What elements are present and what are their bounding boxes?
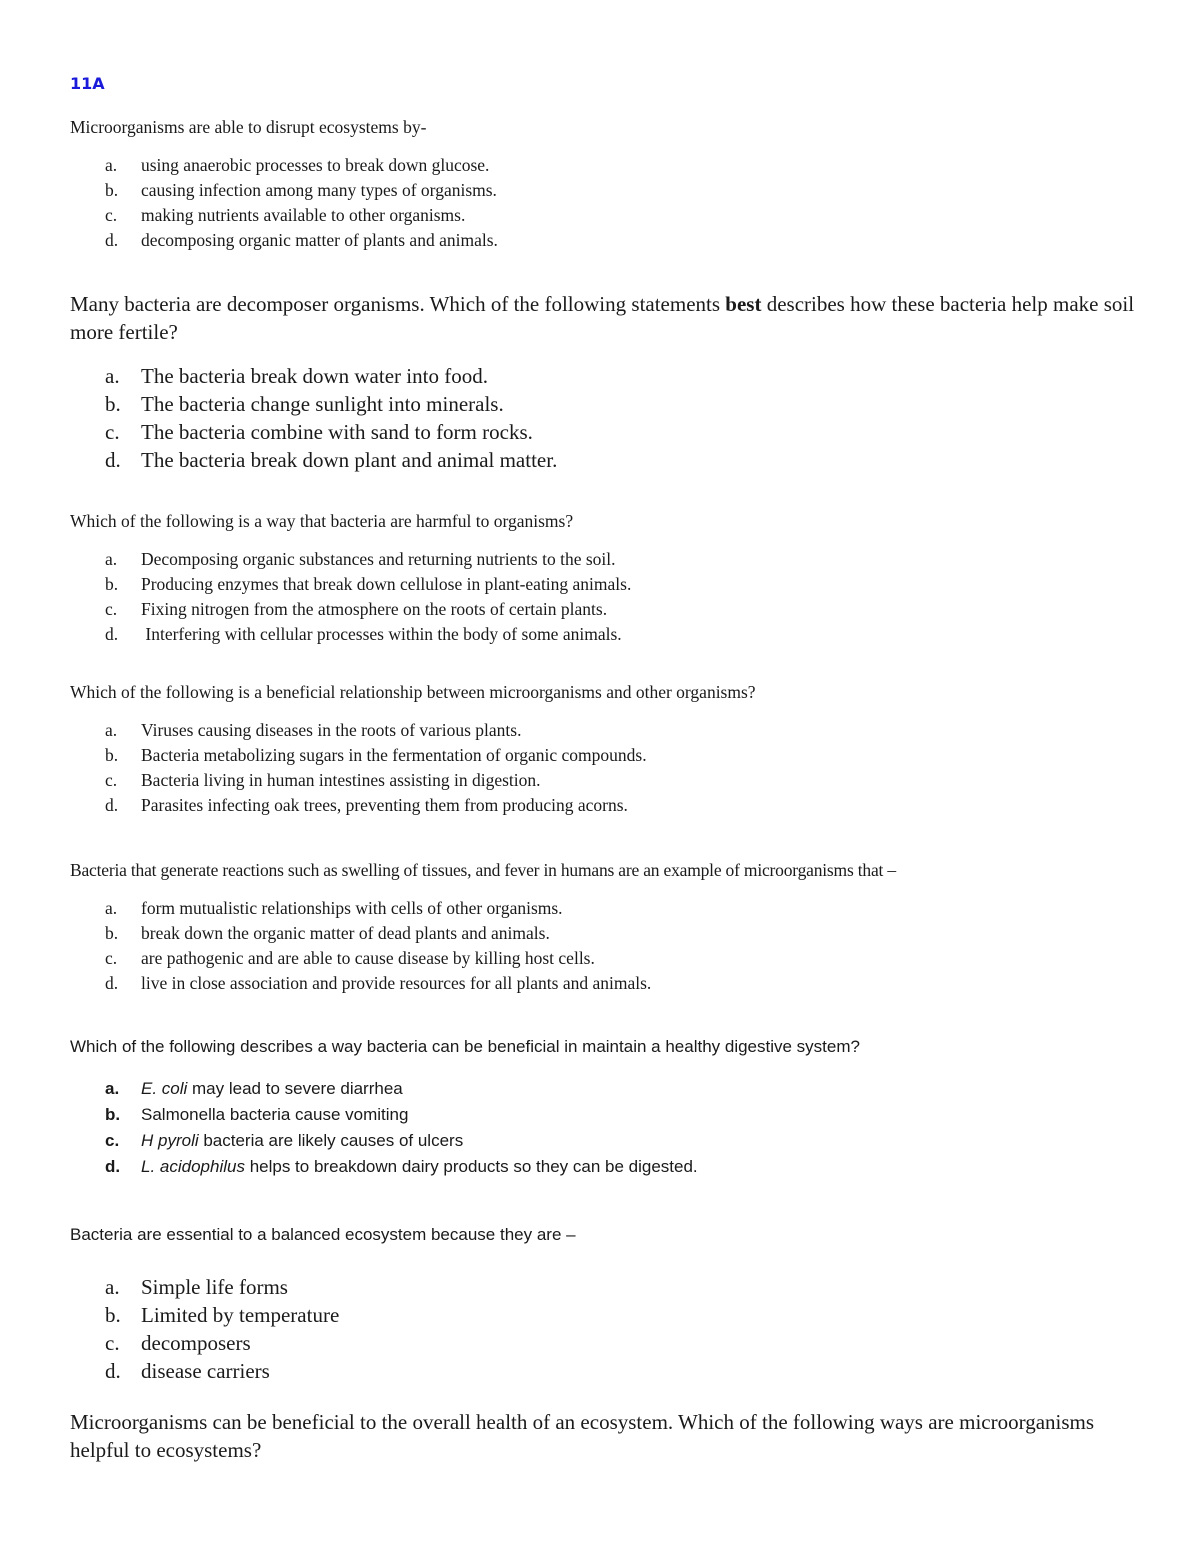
question-7 (70, 1222, 1140, 1248)
question-4-options (70, 718, 1140, 818)
option: b. Limited by temperature (105, 1303, 340, 1327)
option: a. The bacteria break down water into food. (105, 364, 488, 388)
option: d. Interfering with cellular processes within the body of some animals. (105, 624, 622, 644)
question-7-stem: Bacteria are essential to a balanced ecosystem because they are – (70, 1225, 576, 1244)
option: d. L. acidophilus helps to breakdown dairy products so they can be digested. (105, 1157, 698, 1176)
species-name: H pyroli (141, 1131, 199, 1150)
question-3 (70, 509, 1140, 647)
section-heading: 11A (70, 74, 105, 93)
question-8 (70, 1408, 1140, 1464)
option: a. form mutualistic relationships with cells of other organisms. (105, 898, 563, 918)
option: b. The bacteria change sunlight into minerals. (105, 392, 504, 416)
option: d. live in close association and provide resources for all plants and animals. (105, 973, 652, 993)
option: b. Salmonella bacteria cause vomiting (105, 1105, 409, 1124)
question-8-stem: Microorganisms can be beneficial to the overall health of an ecosystem. Which of the following ways are microorganisms helpful to ecosystems? (70, 1410, 1095, 1462)
species-name: L. acidophilus (141, 1157, 245, 1176)
option: d. decomposing organic matter of plants and animals. (105, 230, 498, 250)
question-5-stem: Bacteria that generate reactions such as swelling of tissues, and fever in humans are an example of microorganisms that – (70, 860, 896, 880)
option: c. The bacteria combine with sand to form rocks. (105, 420, 533, 444)
question-2 (70, 290, 1140, 474)
option: c. decomposers (105, 1331, 251, 1355)
option: d. disease carriers (105, 1359, 270, 1383)
option: a. Decomposing organic substances and returning nutrients to the soil. (105, 549, 616, 569)
question-6 (70, 1034, 1140, 1180)
option: c. Fixing nitrogen from the atmosphere on the roots of certain plants. (105, 599, 608, 619)
option: b. Producing enzymes that break down cellulose in plant-eating animals. (105, 574, 632, 594)
option: a. E. coli may lead to severe diarrhea (105, 1079, 403, 1098)
option: a. using anaerobic processes to break down glucose. (105, 155, 490, 175)
option: d. The bacteria break down plant and animal matter. (105, 448, 558, 472)
question-1-options (70, 153, 1140, 253)
option: d. Parasites infecting oak trees, preventing them from producing acorns. (105, 795, 628, 815)
emphasis-word: best (725, 292, 762, 316)
question-5-options (70, 896, 1140, 996)
option: c. are pathogenic and are able to cause disease by killing host cells. (105, 948, 595, 968)
option: b. Bacteria metabolizing sugars in the fermentation of organic compounds. (105, 745, 647, 765)
question-7-options-block (70, 1273, 1140, 1385)
question-2-options (70, 362, 1140, 474)
question-3-options (70, 547, 1140, 647)
question-6-stem: Which of the following describes a way bacteria can be beneficial in maintain a healthy digestive system? (70, 1037, 860, 1056)
question-1-stem: Microorganisms are able to disrupt ecosystems by- (70, 117, 427, 137)
option: a. Simple life forms (105, 1275, 288, 1299)
option: c. Bacteria living in human intestines assisting in digestion. (105, 770, 541, 790)
option: c. H pyroli bacteria are likely causes of ulcers (105, 1131, 464, 1150)
option: c. making nutrients available to other organisms. (105, 205, 466, 225)
question-7-options (70, 1273, 1140, 1385)
species-name: E. coli (141, 1079, 188, 1098)
option: b. causing infection among many types of organisms. (105, 180, 497, 200)
question-4-stem: Which of the following is a beneficial relationship between microorganisms and other organisms? (70, 682, 756, 702)
question-4 (70, 680, 1140, 818)
option: a. Viruses causing diseases in the roots of various plants. (105, 720, 522, 740)
question-3-stem: Which of the following is a way that bacteria are harmful to organisms? (70, 511, 574, 531)
option: b. break down the organic matter of dead plants and animals. (105, 923, 550, 943)
question-6-options (70, 1076, 1140, 1180)
question-1 (70, 115, 1140, 253)
question-2-stem: Many bacteria are decomposer organisms. Which of the following statements best describes how these bacteria help make soil more fertile? (70, 292, 1135, 344)
question-5 (70, 858, 1140, 996)
